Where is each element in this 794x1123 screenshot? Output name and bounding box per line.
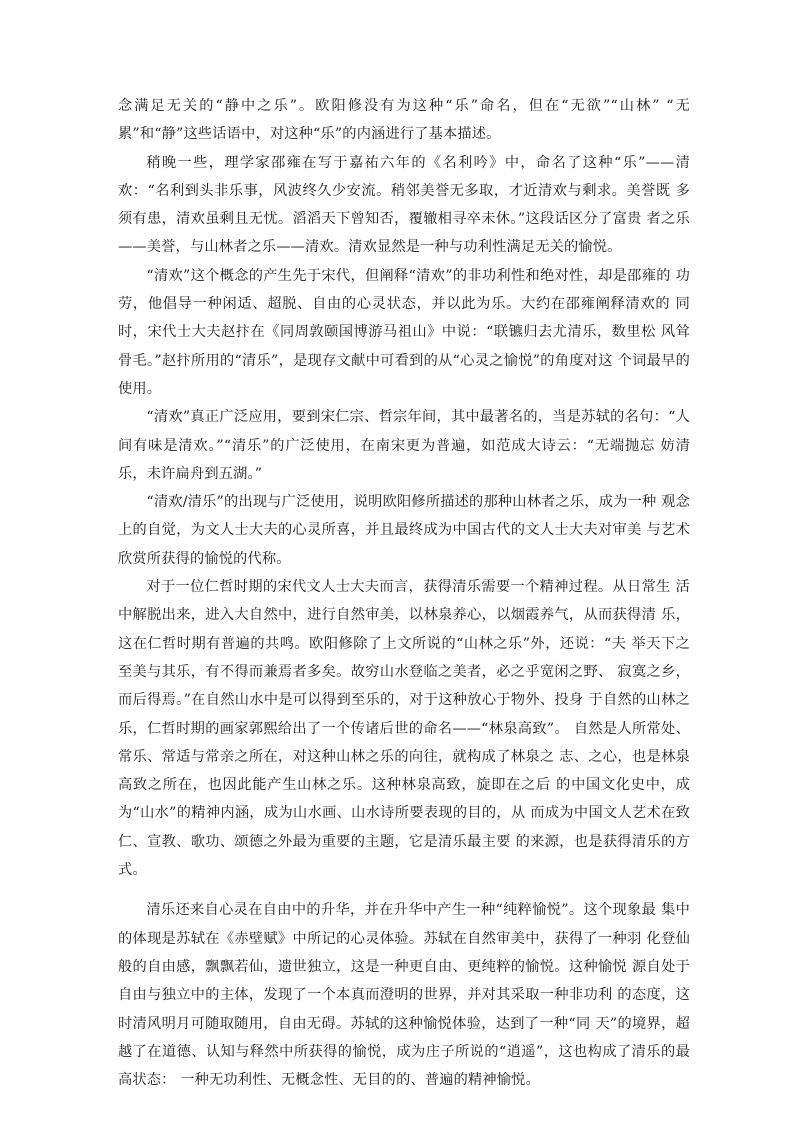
paragraph-4: “清欢”真正广泛应用，要到宋仁宗、哲宗年间，其中最著名的，当是苏轼的名句：“人间有味是清欢。”“清乐”的广泛使用，在南宋更为普遍，如范成大诗云：“无端抛忘 妨清乐，未许扁舟到五湖。”: [118, 409, 690, 482]
document-page: [118, 92, 690, 1094]
paragraph-5: “清欢/清乐”的出现与广泛使用，说明欧阳修所描述的那种山林者之乐，成为一种 观念上的自觉，为文人士大夫的心灵所喜，并且最终成为中国古代的文人士大夫对审美 与艺术欣赏所获得的愉悦的代称。: [118, 494, 690, 567]
paragraph-2: 稍晚一些，理学家邵雍在写于嘉祐六年的《名利吟》中，命名了这种“乐”——清 欢：“名利到头非乐事，风波终久少安流。稍邻美誉无多取，才近清欢与剩求。美誉既 多须有患，清欢虽剩且无忧。滔滔天下曾知否，覆辙相寻卒未休。”这段话区分了富贵 者之乐——美誉，与山林者之乐——清欢。清欢显然是一种与功利性满足无关的愉悦。: [118, 154, 691, 256]
paragraph-1: 念满足无关的“静中之乐”。欧阳修没有为这种“乐”命名，但在“无欲”“山林” “无累”和“静”这些话语中，对这种“乐”的内涵进行了基本描述。: [118, 98, 690, 143]
paragraph-6: 对于一位仁哲时期的宋代文人士大夫而言，获得清乐需要一个精神过程。从日常生 活中解脱出来，进入大自然中，进行自然审美，以林泉养心，以烟霞养气，从而获得清 乐，这在仁哲时期有普遍的共鸣。欧阳修除了上文所说的“山林之乐”外，还说：“夫 举天下之至美与其乐，有不得而兼焉者多矣。故穷山水登临之美者，必之乎宽闲之野、 寂寞之乡，而后得焉。”在自然山水中是可以得到至乐的，对于这种放心于物外、投身 于自然的山林之乐，仁哲时期的画家郭熙给出了一个传诸后世的命名——“林泉高致”。 自然是人所常处、常乐、常适与常亲之所在，对这种山林之乐的向往，就构成了林泉之 志、之心，也是林泉高致之所在，也因此能产生山林之乐。这种林泉高致，旋即在之后 的中国文化史中，成为“山水”的精神内涵，成为山水画、山水诗所要表现的目的，从 而成为中国文人艺术在致仁、宣教、歌功、颂德之外最为重要的主题，它是清乐最主要 的来源，也是获得清乐的方式。: [118, 579, 690, 879]
paragraph-7: 清乐还来自心灵在自由中的升华，并在升华中产生一种“纯粹愉悦”。这个现象最 集中的体现是苏轼在《赤壁赋》中所记的心灵体验。苏轼在自然审美中，获得了一种羽 化登仙般的自由感，飘飘若仙，遗世独立，这是一种更自由、更纯粹的愉悦。这种愉悦 源自处于自由与独立中的主体，发现了一个本真而澄明的世界，并对其采取一种非功利 的态度，这时清风明月可随取随用，自由无碍。苏轼的这种愉悦体验，达到了一种“同 天”的境界，超越了在道德、认知与释然中所获得的愉悦，成为庄子所说的“逍遥”，这也构成了清乐的最高状态： 一种无功利性、无概念性、无目的的、普遍的精神愉悦。: [118, 902, 690, 1089]
paragraph-3: “清欢”这个概念的产生先于宋代，但阐释“清欢”的非功利性和绝对性，却是邵雍的 功劳，他倡导一种闲适、超脱、自由的心灵状态，并以此为乐。大约在邵雍阐释清欢的 同时，宋代士大夫赵抃在《同周敦颐国博游马祖山》中说：“联镳归去尤清乐，数里松 风耸骨毛。”赵抃所用的“清乐”，是现存文献中可看到的从“心灵之愉悦”的角度对这 个词最早的使用。: [118, 267, 690, 397]
